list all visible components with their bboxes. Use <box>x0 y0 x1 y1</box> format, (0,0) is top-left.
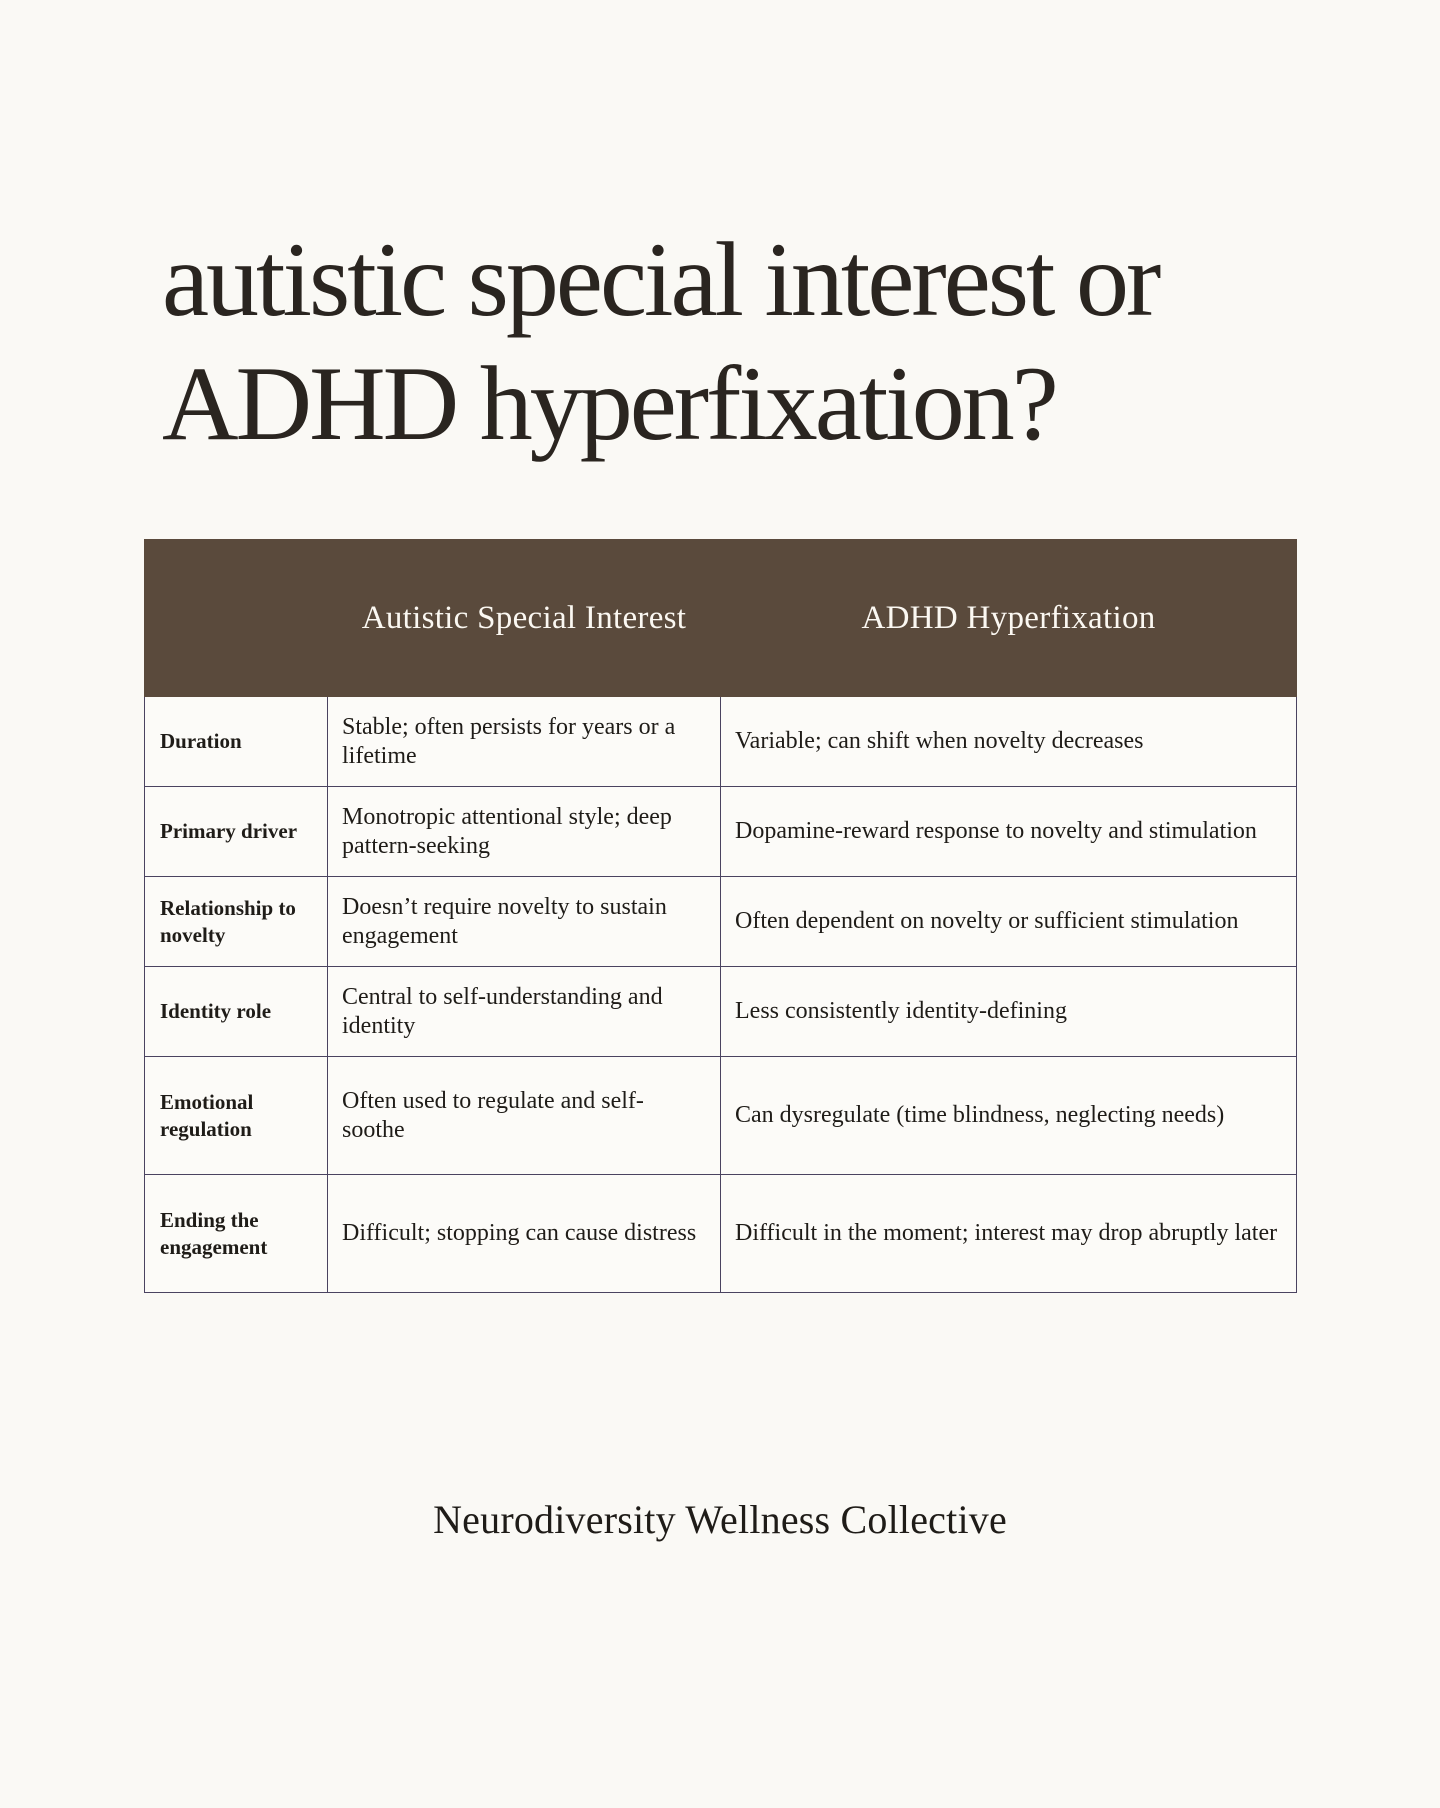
header-autistic-special-interest: Autistic Special Interest <box>328 540 721 697</box>
page-title <box>162 218 1312 466</box>
adhd-cell: Less consistently identity-defining <box>721 967 1297 1057</box>
adhd-cell: Can dysregulate (time blindness, neglecting needs) <box>721 1057 1297 1175</box>
table-row <box>145 1175 1297 1293</box>
comparison-table <box>144 539 1297 1293</box>
adhd-cell: Dopamine-reward response to novelty and stimulation <box>721 787 1297 877</box>
title-line-1: autistic special interest or <box>162 221 1159 338</box>
autistic-cell: Central to self-understanding and identity <box>328 967 721 1057</box>
adhd-cell: Often dependent on novelty or sufficient stimulation <box>721 877 1297 967</box>
adhd-cell: Variable; can shift when novelty decreases <box>721 697 1297 787</box>
autistic-cell: Monotropic attentional style; deep pattern-seeking <box>328 787 721 877</box>
row-label: Identity role <box>145 967 328 1057</box>
table-row <box>145 787 1297 877</box>
header-row <box>145 540 1297 697</box>
row-label: Primary driver <box>145 787 328 877</box>
adhd-cell: Difficult in the moment; interest may drop abruptly later <box>721 1175 1297 1293</box>
autistic-cell: Difficult; stopping can cause distress <box>328 1175 721 1293</box>
table-row <box>145 967 1297 1057</box>
organization-name: Neurodiversity Wellness Collective <box>433 1497 1007 1542</box>
row-label: Duration <box>145 697 328 787</box>
row-label: Relationship to novelty <box>145 877 328 967</box>
table-row <box>145 1057 1297 1175</box>
table-body <box>145 697 1297 1293</box>
title-line-2: ADHD hyperfixation? <box>162 345 1056 462</box>
row-label: Ending the engagement <box>145 1175 328 1293</box>
table-row <box>145 877 1297 967</box>
table-row <box>145 697 1297 787</box>
autistic-cell: Often used to regulate and self-soothe <box>328 1057 721 1175</box>
autistic-cell: Stable; often persists for years or a lifetime <box>328 697 721 787</box>
header-adhd-hyperfixation: ADHD Hyperfixation <box>721 540 1297 697</box>
header-cell-empty <box>145 540 328 697</box>
autistic-cell: Doesn’t require novelty to sustain engagement <box>328 877 721 967</box>
table-header <box>145 540 1297 697</box>
row-label: Emotional regulation <box>145 1057 328 1175</box>
